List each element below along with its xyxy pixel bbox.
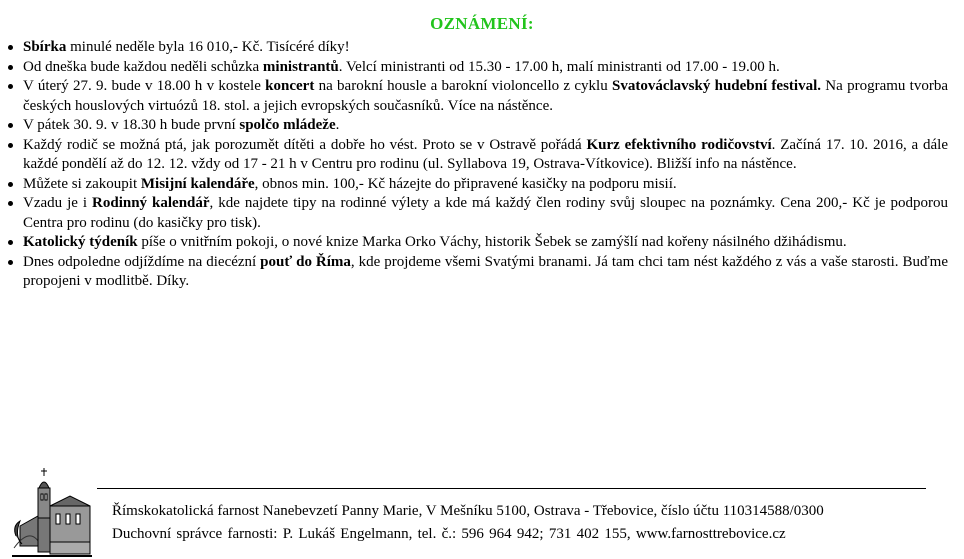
item-text: Od dneška bude každou neděli schůzka: [23, 58, 263, 75]
item-text: , kde najdete tipy na rodinné výlety a kde má každý člen rodiny svůj sloupec na poznámky. Cena 200,- Kč je podporou Centra pro rodinu (do kasičky pro tisk).: [23, 195, 948, 231]
item-text: .: [335, 117, 340, 133]
item-text: , kde projdeme všemi Svatými branami. Já tam chci tam nést každého z vás a vaše starosti. Buďme propojeni v modlitbě. Díky.: [23, 253, 949, 289]
parish-address: Římskokatolická farnost Nanebevzetí Panny Marie, V Mešníku 5100, Ostrava - Třebovice, číslo účtu 110314588/0300: [112, 503, 824, 519]
parish-contact: Duchovní správce farnosti: P. Lukáš Engelmann, tel. č.: 596 964 942; 731 402 155, www.farnosttrebovice.cz: [112, 526, 786, 542]
announcement-item: [8, 194, 948, 233]
item-text: V pátek 30. 9. v 18.30 h bude první: [23, 117, 240, 133]
highlight-text: Misijní kalendáře: [140, 175, 255, 192]
highlight-text: koncert: [265, 78, 315, 94]
item-text: na barokní housle a barokní violoncello z cyklu: [314, 78, 612, 94]
announcement-item: [8, 175, 948, 195]
item-text: minulé neděle byla 16 010,- Kč. Tisícéré díky!: [66, 39, 350, 55]
item-text: . Začíná 17. 10. 2016, a dále každé pondělí až do 12. 12. vždy od 17 - 21 h v Centru pro rodinu (ul. Syllabova 19, Ostrava-Vítkovice). Bližší info na nástěnce.: [23, 136, 948, 172]
highlight-text: ministrantů: [262, 58, 339, 75]
highlight-text: Rodinný kalendář: [92, 195, 210, 211]
item-text: V úterý 27. 9. bude v 18.00 h v kostele: [23, 78, 266, 94]
highlight-text: spolčo mládeže: [239, 117, 336, 133]
item-text: Na programu tvorba českých houslových virtuózů 18. stol. a jejich evropských současníků. Více na nástěnce.: [23, 78, 949, 114]
announcement-item: [8, 233, 948, 253]
item-text: Dnes odpoledne odjíždíme na diecézní: [23, 253, 261, 270]
announcement-list: [8, 38, 948, 292]
announcement-item: [8, 77, 948, 116]
announcement-item: [8, 116, 948, 136]
item-text: Můžete si zakoupit: [23, 175, 141, 192]
item-text: . Velcí ministranti od 15.30 - 17.00 h, malí ministranti od 17.00 - 19.00 h.: [338, 58, 780, 75]
announcement-item: [8, 58, 948, 78]
item-text: píše o vnitřním pokoji, o nové knize Marka Orko Váchy, historik Šebek se zamýšlí nad kořeny násilného džihádismu.: [137, 234, 847, 250]
highlight-text: Kurz efektivního rodičovství: [586, 136, 772, 153]
footer-divider: [97, 488, 926, 489]
item-text: Každý rodič se možná ptá, jak porozumět dítěti a dobře ho vést. Proto se v Ostravě pořádá: [23, 136, 587, 153]
announcement-item: [8, 38, 948, 58]
highlight-text: Svatováclavský hudební festival.: [611, 78, 822, 94]
highlight-text: pouť do Říma: [260, 253, 351, 270]
church-icon: [10, 466, 94, 558]
announcement-title: OZNÁMENÍ:: [430, 14, 534, 33]
highlight-text: Katolický týdeník: [23, 234, 138, 250]
announcement-item: [8, 136, 948, 175]
announcement-item: [8, 253, 948, 292]
item-text: , obnos min. 100,- Kč házejte do připravené kasičky na podporu misií.: [254, 175, 677, 192]
highlight-text: Sbírka: [23, 39, 67, 55]
item-text: Vzadu je i: [23, 195, 93, 211]
